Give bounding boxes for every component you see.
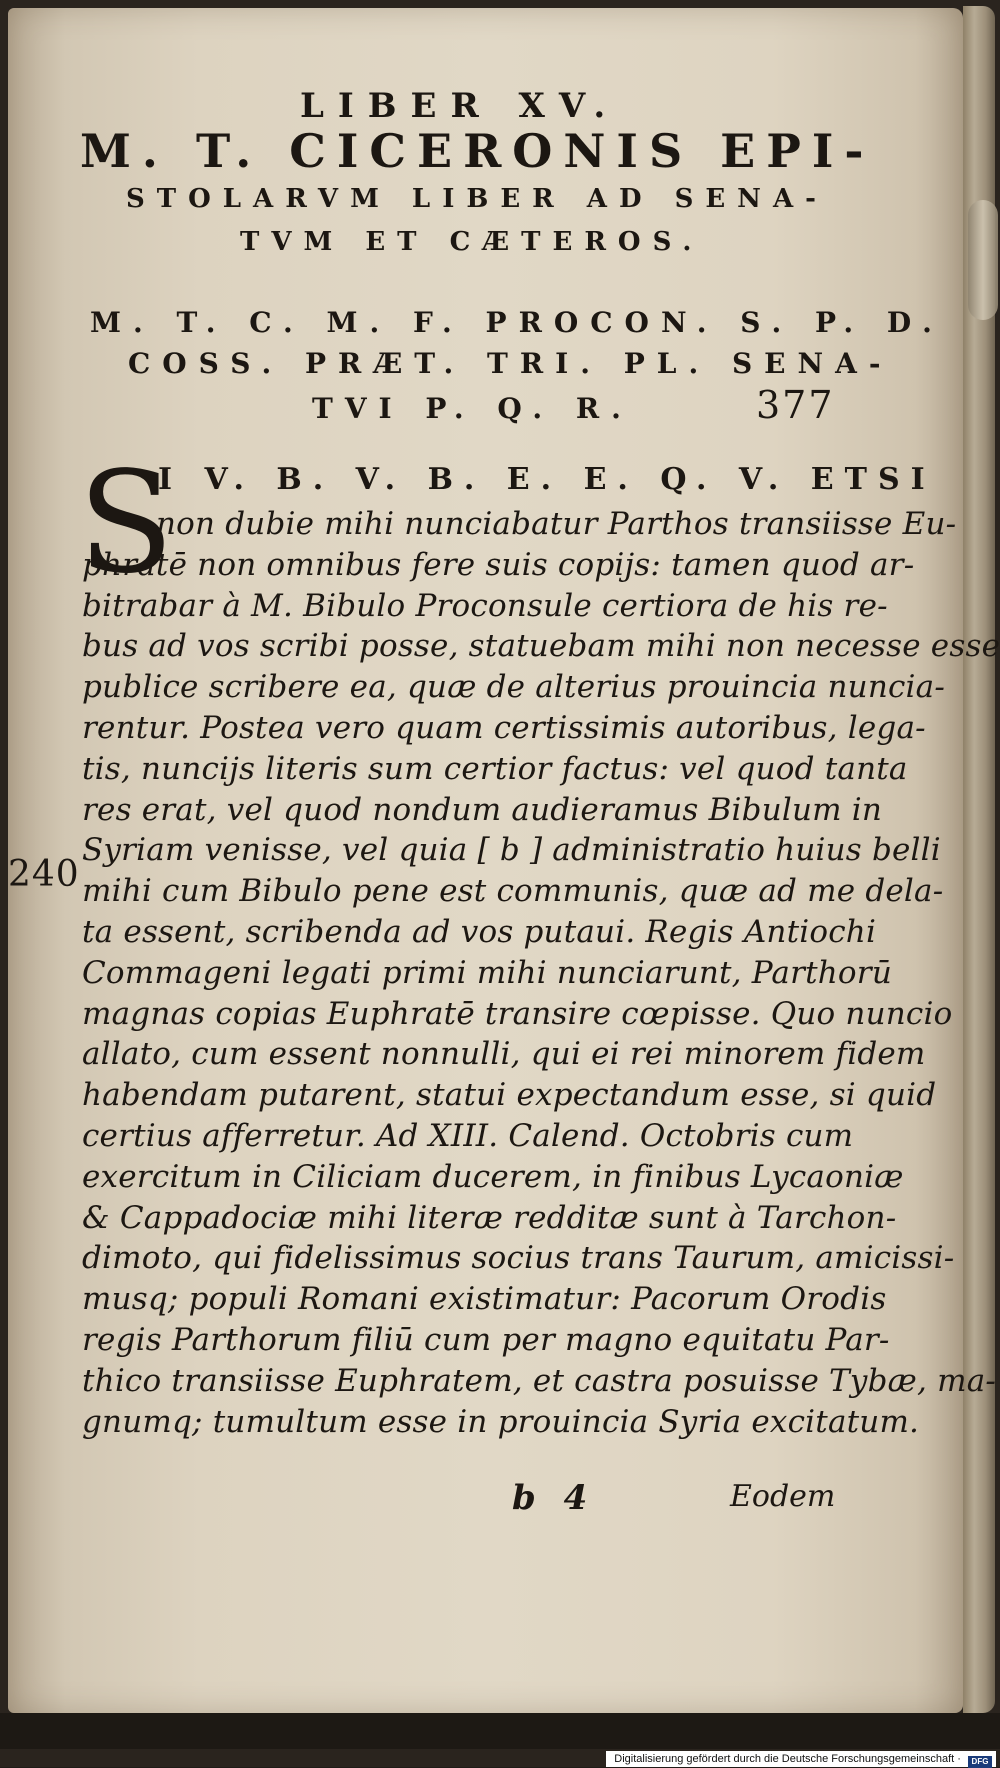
first-line: I V. B. V. B. E. E. Q. V. ETSI [158,462,936,497]
margin-note: 240 [8,854,80,895]
body-line: phratē non omnibus fere suis copijs: tamen quod ar- [82,547,915,583]
digitization-credit [606,1751,996,1767]
body-line: Commageni legati primi mihi nunciarunt, Parthorū [82,955,892,991]
fore-edge-tab [968,200,998,320]
page-number: 377 [756,383,835,427]
body-line: dimoto, qui fidelissimus socius trans Taurum, amicissi- [82,1240,955,1276]
body-line: publice scribere ea, quæ de alterius prouincia nuncia- [82,669,946,705]
body-line: Syriam venisse, vel quia [ b ] administratio huius belli [82,832,941,868]
salutation-line: COSS. PRÆT. TRI. PL. SENA- [128,347,893,380]
body-line: tis, nuncijs literis sum certior factus: vel quod tanta [82,751,908,787]
body-line: allato, cum essent nonnulli, qui ei rei minorem fidem [82,1036,926,1072]
salutation-line: M. T. C. M. F. PROCON. S. P. D. [90,306,944,339]
title-line: M. T. CICERONIS EPI- [80,124,875,178]
dfg-logo-icon: DFG [968,1756,992,1768]
title-line: TVM ET CÆTEROS. [240,227,704,257]
body-line: & Cappadociæ mihi literæ redditæ sunt à Tarchon- [82,1200,897,1236]
bottom-band [0,1713,1000,1749]
body-line: res erat, vel quod nondum audieramus Bibulum in [82,792,883,828]
body-line: gnumq; tumultum esse in prouincia Syria excitatum. [82,1404,920,1440]
body-line: regis Parthorum filiū cum per magno equitatu Par- [82,1322,890,1358]
body-line: mihi cum Bibulo pene est communis, quæ ad me dela- [82,873,944,909]
credit-text: Digitalisierung gefördert durch die Deutsche Forschungsgemeinschaft · [614,1753,961,1765]
salutation-line: TVI P. Q. R. [312,392,633,425]
body-line: ta essent, scribenda ad vos putaui. Regis Antiochi [82,914,877,950]
body-line: exercitum in Ciliciam ducerem, in finibus Lycaoniæ [82,1159,904,1195]
body-line: certius afferretur. Ad XIII. Calend. Octobris cum [82,1118,854,1154]
body-line: thico transiisse Euphratem, et castra posuisse Tybæ, ma- [82,1363,997,1399]
catchword: Eodem [730,1479,836,1514]
body-line: bitrabar à M. Bibulo Proconsule certiora de his re- [82,588,888,624]
signature-mark: b 4 [512,1478,596,1518]
body-line: rentur. Postea vero quam certissimis autoribus, lega- [82,710,926,746]
body-line: magnas copias Euphratē transire cœpisse. Quo nuncio [82,996,953,1032]
body-line: musq; populi Romani existimatur: Pacorum Orodis [82,1281,887,1317]
body-line: bus ad vos scribi posse, statuebam mihi non necesse esse [82,628,1000,664]
body-line: habendam putarent, statui expectandum esse, si quid [82,1077,937,1113]
drop-cap: S [78,442,174,605]
running-head: LIBER XV. [300,86,620,126]
title-line: STOLARVM LIBER AD SENA- [126,184,828,214]
body-line: non dubie mihi nunciabatur Parthos transiisse Eu- [156,506,957,542]
